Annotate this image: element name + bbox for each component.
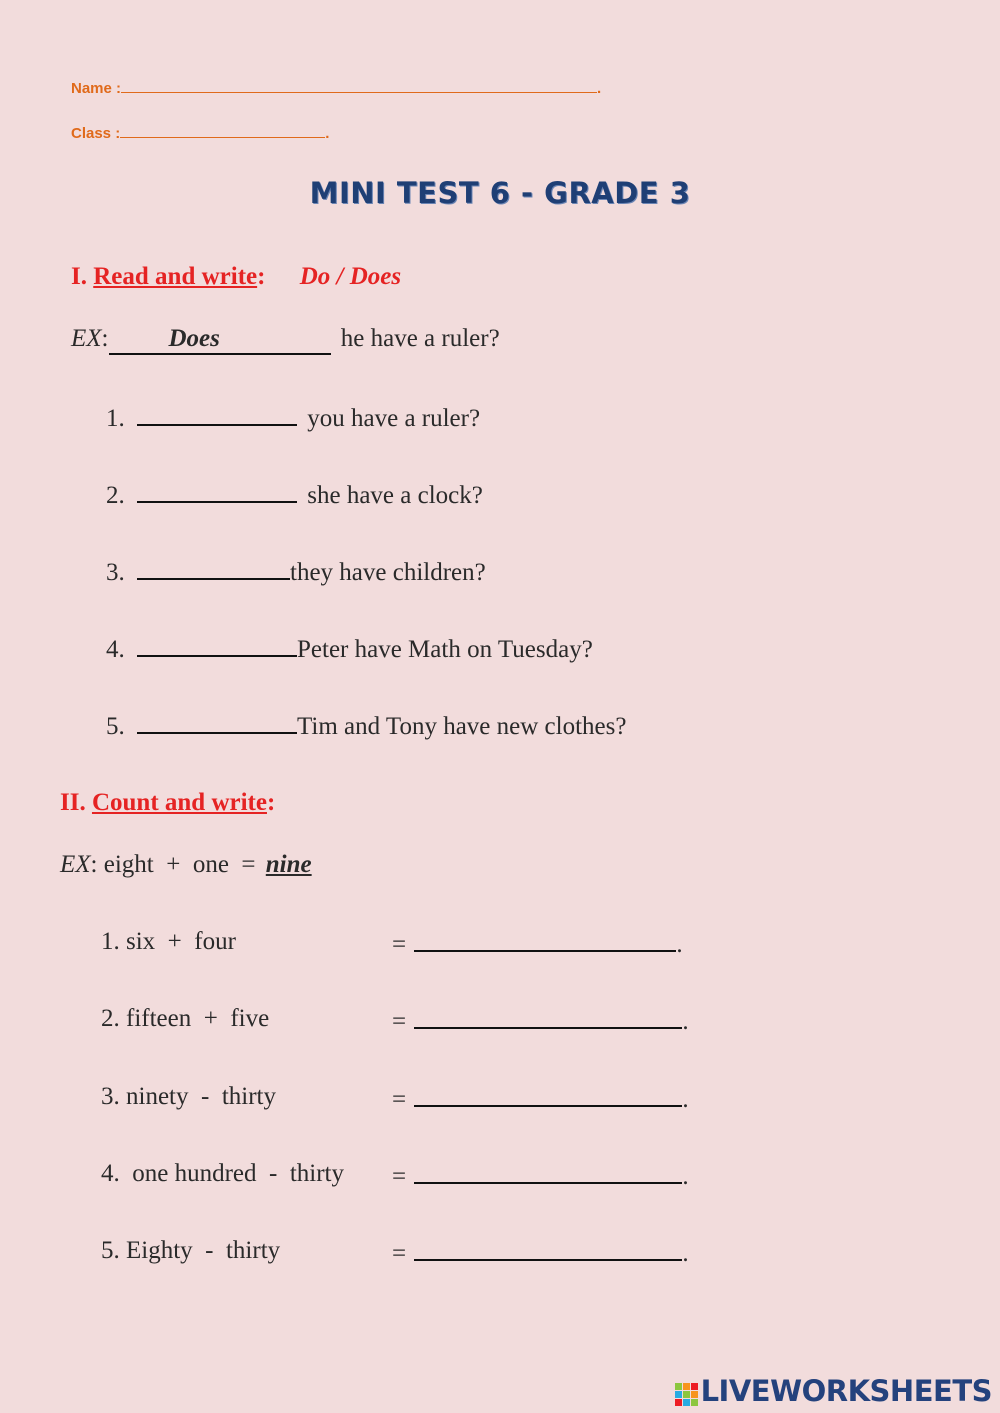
s2-answer-2: = .	[392, 1005, 689, 1036]
liveworksheets-logo-text: LIVEWORKSHEETS	[700, 1374, 992, 1408]
s1-answer-blank-3[interactable]	[137, 556, 290, 580]
s2-answer-blank-4[interactable]	[414, 1160, 682, 1184]
example-answer-blank: Does	[109, 325, 331, 355]
s1-item-3: 3. they have children?	[106, 556, 486, 587]
section-2-heading: II. Count and write:	[60, 789, 276, 816]
s1-item-5: 5. Tim and Tony have new clothes?	[106, 710, 626, 741]
class-field: Class : .	[71, 125, 330, 142]
s2-answer-blank-5[interactable]	[414, 1237, 682, 1261]
s2-answer-1: = .	[392, 928, 683, 959]
s1-item-2: 2. she have a clock?	[106, 479, 483, 510]
section-2-example: EX: eight + one = nine	[60, 851, 312, 878]
liveworksheets-logo-icon	[675, 1383, 699, 1412]
liveworksheets-logo	[675, 1374, 992, 1408]
s2-item-3: 3. ninety - thirty	[101, 1083, 276, 1110]
section-1-example: EX: Does he have a ruler?	[71, 325, 500, 355]
s2-item-1: 1. six + four	[101, 928, 236, 955]
class-label: Class :	[71, 125, 121, 142]
section-1-hint: Do / Does	[299, 263, 402, 290]
s1-answer-blank-5[interactable]	[137, 710, 297, 734]
s2-item-4: 4. one hundred - thirty	[101, 1160, 345, 1187]
name-label: Name :	[71, 80, 122, 97]
page-title: MINI TEST 6 - GRADE 3	[309, 176, 691, 210]
s1-answer-blank-4[interactable]	[137, 633, 297, 657]
class-input-line[interactable]	[120, 123, 325, 138]
s2-item-2: 2. fifteen + five	[101, 1005, 270, 1032]
s2-answer-4: = .	[392, 1160, 689, 1191]
s2-answer-3: = .	[392, 1083, 689, 1114]
s2-answer-blank-1[interactable]	[414, 928, 676, 952]
name-input-line[interactable]	[121, 78, 597, 93]
section-1-heading: I. Read and write: Do / Does	[71, 263, 402, 290]
name-field: Name : .	[71, 80, 602, 97]
s2-answer-blank-3[interactable]	[414, 1083, 682, 1107]
s2-item-5: 5. Eighty - thirty	[101, 1237, 281, 1264]
example-answer: nine	[265, 851, 312, 878]
s1-answer-blank-1[interactable]	[137, 402, 297, 426]
s2-answer-blank-2[interactable]	[414, 1005, 682, 1029]
s2-answer-5: = .	[392, 1237, 689, 1268]
s1-answer-blank-2[interactable]	[137, 479, 297, 503]
s1-item-4: 4. Peter have Math on Tuesday?	[106, 633, 593, 664]
s1-item-1: 1. you have a ruler?	[106, 402, 480, 433]
